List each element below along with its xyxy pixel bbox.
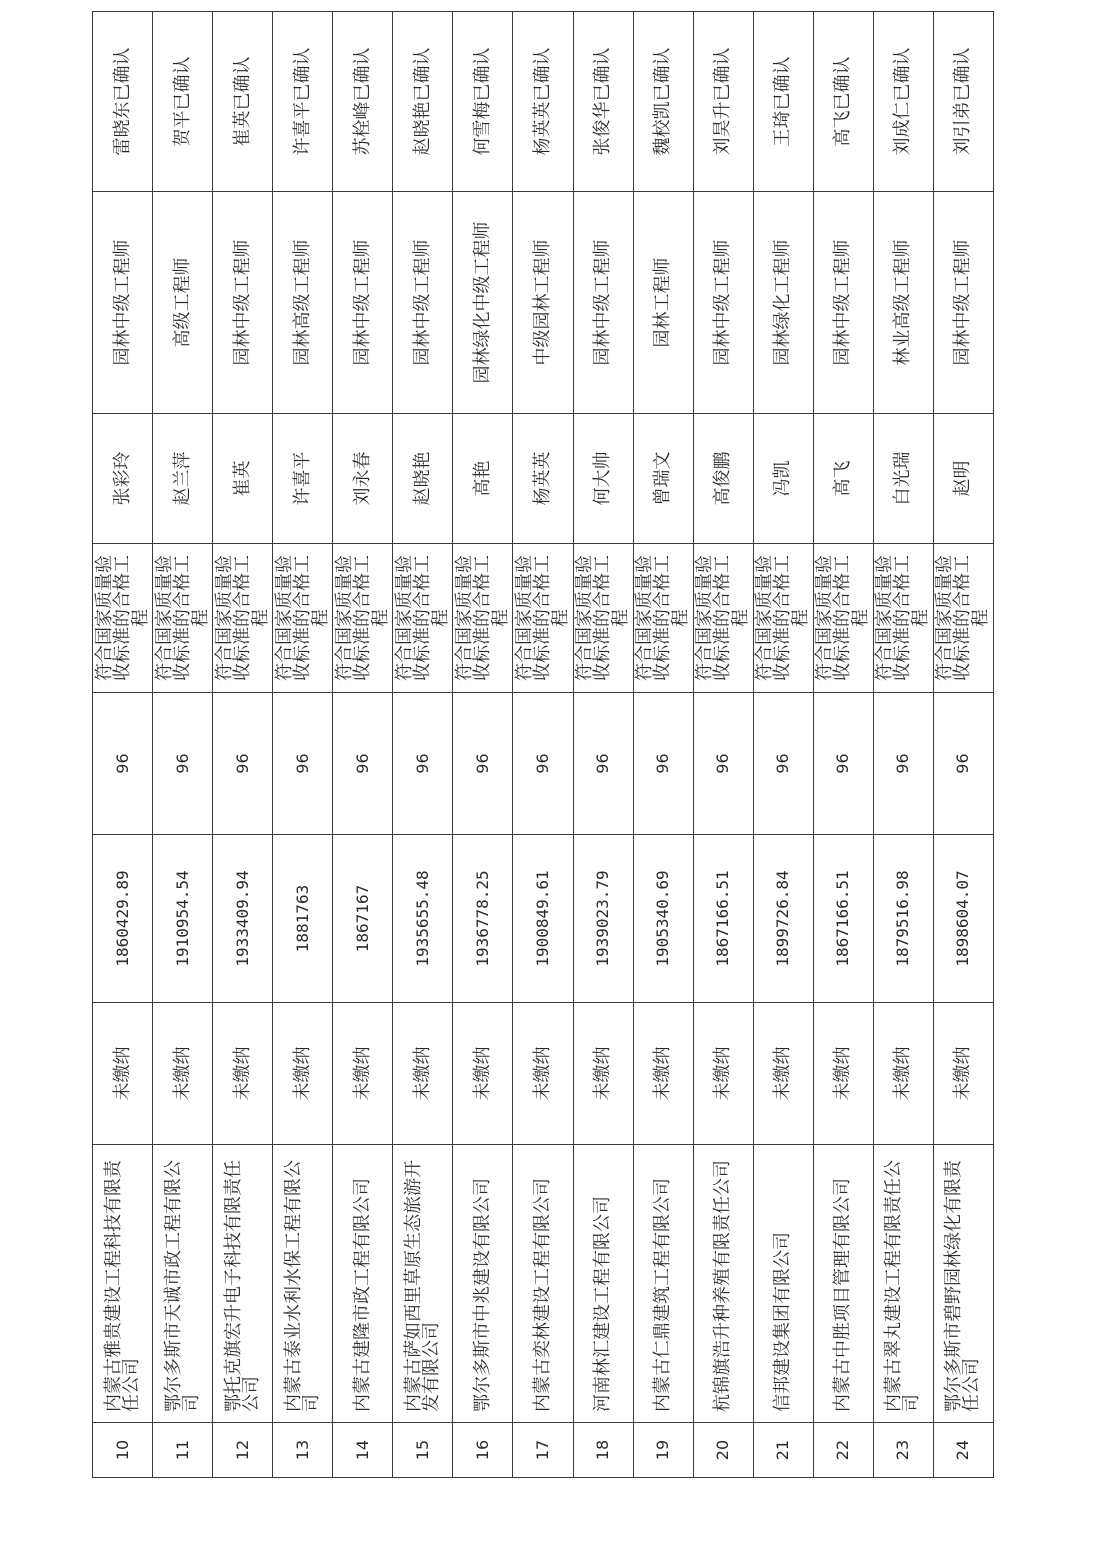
row-number: 18 — [573, 1423, 633, 1478]
quality-standard: 符合国家质量验收标准的合格工程 — [273, 544, 333, 693]
bid-amount: 1933409.94 — [213, 835, 273, 1003]
project-manager: 何大帅 — [573, 414, 633, 544]
payment-status: 未缴纳 — [933, 1003, 993, 1145]
bid-amount: 1867166.51 — [813, 835, 873, 1003]
confirmation-status: 许喜平已确认 — [273, 12, 333, 192]
project-manager: 崔英 — [213, 414, 273, 544]
payment-status: 未缴纳 — [633, 1003, 693, 1145]
score: 96 — [933, 693, 993, 835]
score: 96 — [153, 693, 213, 835]
payment-status: 未缴纳 — [213, 1003, 273, 1145]
company-name: 内蒙古雅贵建设工程科技有限责任公司 — [93, 1145, 153, 1423]
payment-status: 未缴纳 — [273, 1003, 333, 1145]
row-number: 24 — [933, 1423, 993, 1478]
professional-title: 林业高级工程师 — [873, 192, 933, 414]
quality-standard: 符合国家质量验收标准的合格工程 — [453, 544, 513, 693]
score: 96 — [813, 693, 873, 835]
professional-title: 园林中级工程师 — [213, 192, 273, 414]
row-number: 15 — [393, 1423, 453, 1478]
row-number: 19 — [633, 1423, 693, 1478]
confirmation-status: 刘昊升已确认 — [693, 12, 753, 192]
bid-amount: 1898604.07 — [933, 835, 993, 1003]
bid-amount: 1936778.25 — [453, 835, 513, 1003]
company-name: 内蒙古中胜项目管理有限公司 — [813, 1145, 873, 1423]
quality-standard: 符合国家质量验收标准的合格工程 — [693, 544, 753, 693]
bid-amount: 1910954.54 — [153, 835, 213, 1003]
payment-status: 未缴纳 — [513, 1003, 573, 1145]
bid-amount: 1905340.69 — [633, 835, 693, 1003]
bid-amount: 1900849.61 — [513, 835, 573, 1003]
score: 96 — [693, 693, 753, 835]
project-manager: 许喜平 — [273, 414, 333, 544]
confirmation-status: 刘成仁已确认 — [873, 12, 933, 192]
score: 96 — [633, 693, 693, 835]
quality-standard: 符合国家质量验收标准的合格工程 — [753, 544, 813, 693]
row-number: 14 — [333, 1423, 393, 1478]
project-manager: 高艳 — [453, 414, 513, 544]
score: 96 — [753, 693, 813, 835]
quality-standard: 符合国家质量验收标准的合格工程 — [213, 544, 273, 693]
professional-title: 园林中级工程师 — [933, 192, 993, 414]
confirmation-status: 杨英英已确认 — [513, 12, 573, 192]
score: 96 — [93, 693, 153, 835]
confirmation-status: 赵晓艳已确认 — [393, 12, 453, 192]
payment-status: 未缴纳 — [573, 1003, 633, 1145]
bid-amount: 1867167 — [333, 835, 393, 1003]
payment-status: 未缴纳 — [93, 1003, 153, 1145]
row-number: 10 — [93, 1423, 153, 1478]
quality-standard: 符合国家质量验收标准的合格工程 — [933, 544, 993, 693]
company-name: 内蒙古泰业水利水保工程有限公司 — [273, 1145, 333, 1423]
table-row — [873, 12, 933, 1478]
company-name: 内蒙古建隆市政工程有限公司 — [333, 1145, 393, 1423]
table-row — [573, 12, 633, 1478]
score: 96 — [333, 693, 393, 835]
quality-standard: 符合国家质量验收标准的合格工程 — [153, 544, 213, 693]
table-row — [393, 12, 453, 1478]
project-manager: 白光瑞 — [873, 414, 933, 544]
bid-amount: 1939023.79 — [573, 835, 633, 1003]
project-manager: 赵明 — [933, 414, 993, 544]
row-number: 12 — [213, 1423, 273, 1478]
score: 96 — [273, 693, 333, 835]
company-name: 鄂尔多斯市天诚市政工程有限公司 — [153, 1145, 213, 1423]
company-name: 河南林汇建设工程有限公司 — [573, 1145, 633, 1423]
confirmation-status: 刘引弟已确认 — [933, 12, 993, 192]
confirmation-status: 何雪梅已确认 — [453, 12, 513, 192]
row-number: 17 — [513, 1423, 573, 1478]
table-row — [813, 12, 873, 1478]
company-name: 鄂尔多斯市中兆建设有限公司 — [453, 1145, 513, 1423]
professional-title: 园林绿化中级工程师 — [453, 192, 513, 414]
score: 96 — [453, 693, 513, 835]
table-row — [693, 12, 753, 1478]
quality-standard: 符合国家质量验收标准的合格工程 — [333, 544, 393, 693]
professional-title: 园林中级工程师 — [333, 192, 393, 414]
bid-amount: 1881763 — [273, 835, 333, 1003]
score: 96 — [513, 693, 573, 835]
professional-title: 中级园林工程师 — [513, 192, 573, 414]
professional-title: 园林工程师 — [633, 192, 693, 414]
professional-title: 园林中级工程师 — [393, 192, 453, 414]
professional-title: 园林中级工程师 — [573, 192, 633, 414]
bid-amount: 1879516.98 — [873, 835, 933, 1003]
table-row — [273, 12, 333, 1478]
confirmation-status: 王琦已确认 — [753, 12, 813, 192]
bid-amount: 1935655.48 — [393, 835, 453, 1003]
row-number: 23 — [873, 1423, 933, 1478]
confirmation-status: 张俊华已确认 — [573, 12, 633, 192]
row-number: 13 — [273, 1423, 333, 1478]
quality-standard: 符合国家质量验收标准的合格工程 — [393, 544, 453, 693]
quality-standard: 符合国家质量验收标准的合格工程 — [573, 544, 633, 693]
bid-amount: 1860429.89 — [93, 835, 153, 1003]
table-body — [93, 12, 994, 1478]
quality-standard: 符合国家质量验收标准的合格工程 — [513, 544, 573, 693]
row-number: 20 — [693, 1423, 753, 1478]
project-manager: 高俊鹏 — [693, 414, 753, 544]
company-name: 内蒙古翠丸建设工程有限责任公司 — [873, 1145, 933, 1423]
confirmation-status: 魏校凯已确认 — [633, 12, 693, 192]
score: 96 — [393, 693, 453, 835]
quality-standard: 符合国家质量验收标准的合格工程 — [813, 544, 873, 693]
score: 96 — [213, 693, 273, 835]
project-manager: 赵晓艳 — [393, 414, 453, 544]
row-number: 11 — [153, 1423, 213, 1478]
table-row — [753, 12, 813, 1478]
table-row — [213, 12, 273, 1478]
score: 96 — [573, 693, 633, 835]
project-manager: 杨英英 — [513, 414, 573, 544]
bid-amount: 1867166.51 — [693, 835, 753, 1003]
company-name: 杭锦旗浩升种养殖有限责任公司 — [693, 1145, 753, 1423]
table-row — [633, 12, 693, 1478]
table-row — [453, 12, 513, 1478]
project-manager: 刘永春 — [333, 414, 393, 544]
payment-status: 未缴纳 — [813, 1003, 873, 1145]
row-number: 22 — [813, 1423, 873, 1478]
project-manager: 高飞 — [813, 414, 873, 544]
professional-title: 园林中级工程师 — [693, 192, 753, 414]
project-manager: 曾瑞文 — [633, 414, 693, 544]
payment-status: 未缴纳 — [393, 1003, 453, 1145]
professional-title: 园林绿化工程师 — [753, 192, 813, 414]
project-manager: 冯凯 — [753, 414, 813, 544]
payment-status: 未缴纳 — [453, 1003, 513, 1145]
quality-standard: 符合国家质量验收标准的合格工程 — [873, 544, 933, 693]
payment-status: 未缴纳 — [333, 1003, 393, 1145]
professional-title: 园林中级工程师 — [93, 192, 153, 414]
confirmation-status: 苏栓峰已确认 — [333, 12, 393, 192]
project-manager: 赵兰萍 — [153, 414, 213, 544]
project-manager: 张彩玲 — [93, 414, 153, 544]
table-row — [153, 12, 213, 1478]
professional-title: 高级工程师 — [153, 192, 213, 414]
confirmation-status: 高飞已确认 — [813, 12, 873, 192]
bid-results-table — [92, 11, 994, 1478]
payment-status: 未缴纳 — [693, 1003, 753, 1145]
table-row — [513, 12, 573, 1478]
rotated-table-sheet — [92, 12, 994, 1478]
company-name: 内蒙古仁鼎建筑工程有限公司 — [633, 1145, 693, 1423]
company-name: 鄂托克旗宏升电子科技有限责任公司 — [213, 1145, 273, 1423]
company-name: 鄂尔多斯市碧野园林绿化有限责任公司 — [933, 1145, 993, 1423]
table-row — [933, 12, 993, 1478]
bid-amount: 1899726.84 — [753, 835, 813, 1003]
professional-title: 园林中级工程师 — [813, 192, 873, 414]
company-name: 内蒙古萨如西里草原生态旅游开发有限公司 — [393, 1145, 453, 1423]
company-name: 信邦建设集团有限公司 — [753, 1145, 813, 1423]
quality-standard: 符合国家质量验收标准的合格工程 — [93, 544, 153, 693]
company-name: 内蒙古奕林建设工程有限公司 — [513, 1145, 573, 1423]
confirmation-status: 雷晓东已确认 — [93, 12, 153, 192]
confirmation-status: 崔英已确认 — [213, 12, 273, 192]
table-row — [93, 12, 153, 1478]
score: 96 — [873, 693, 933, 835]
confirmation-status: 贺平已确认 — [153, 12, 213, 192]
professional-title: 园林高级工程师 — [273, 192, 333, 414]
row-number: 16 — [453, 1423, 513, 1478]
quality-standard: 符合国家质量验收标准的合格工程 — [633, 544, 693, 693]
payment-status: 未缴纳 — [873, 1003, 933, 1145]
row-number: 21 — [753, 1423, 813, 1478]
table-row — [333, 12, 393, 1478]
payment-status: 未缴纳 — [153, 1003, 213, 1145]
payment-status: 未缴纳 — [753, 1003, 813, 1145]
